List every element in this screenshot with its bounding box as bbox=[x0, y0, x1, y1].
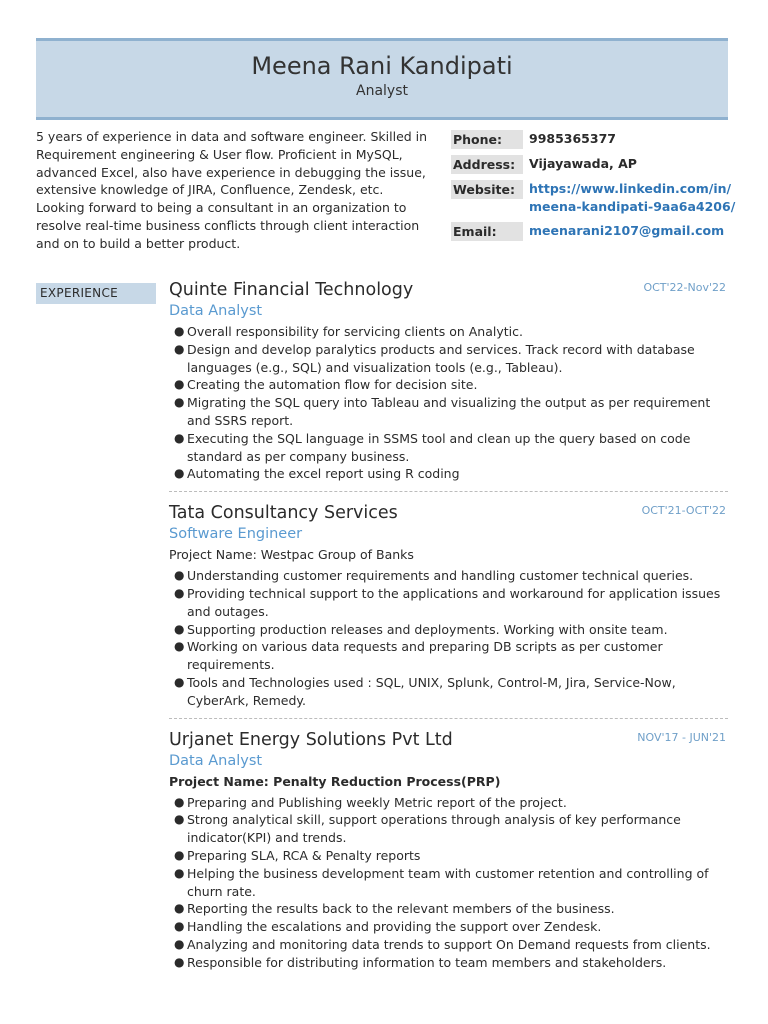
bullet-icon: ● bbox=[174, 466, 185, 481]
responsibility-text: Working on various data requests and preparing DB scripts as per customer requirements. bbox=[187, 639, 663, 673]
job-dates: NOV'17 - JUN'21 bbox=[637, 730, 726, 744]
responsibility-text: Tools and Technologies used : SQL, UNIX, Splunk, Control-M, Jira, Service-Now, CyberArk, Remedy. bbox=[187, 674, 676, 708]
bullet-icon: ● bbox=[174, 936, 185, 951]
summary-paragraph: 5 years of experience in data and software engineer. Skilled in Requirement engineering & User flow. Proficient in MySQL, advanced Excel, also have experience in debugging the issue, extensive knowledge of JIRA, Confluence, Zendesk, etc. Looking forward to being a consultant in an organization to resolve real-time business conflicts through client interaction and on to build a better product. bbox=[36, 129, 428, 251]
bullet-icon: ● bbox=[174, 430, 185, 445]
project-name: Project Name: Westpac Group of Banks bbox=[169, 547, 414, 563]
contact-address-row bbox=[451, 155, 741, 174]
website-link[interactable] bbox=[529, 180, 735, 216]
responsibility-item bbox=[169, 341, 728, 377]
phone-label: Phone: bbox=[451, 130, 523, 149]
job-title: Data Analyst bbox=[169, 752, 263, 769]
responsibility-item bbox=[169, 954, 728, 972]
bullet-icon: ● bbox=[174, 847, 185, 862]
bullet-icon: ● bbox=[174, 865, 185, 880]
email-label: Email: bbox=[451, 222, 523, 241]
job-entry bbox=[169, 502, 728, 709]
company-name: Tata Consultancy Services bbox=[169, 503, 398, 524]
job-entry bbox=[169, 729, 728, 972]
bullet-icon: ● bbox=[174, 901, 185, 916]
job-title: Data Analyst bbox=[169, 303, 263, 319]
responsibility-item bbox=[169, 465, 728, 483]
responsibility-item bbox=[169, 638, 728, 674]
website-link-line1[interactable]: https://www.linkedin.com/in/ bbox=[529, 181, 732, 196]
responsibility-item bbox=[169, 430, 728, 466]
responsibility-list bbox=[169, 567, 728, 709]
responsibility-item bbox=[169, 900, 728, 918]
job-dates: OCT'22-Nov'22 bbox=[643, 281, 726, 294]
responsibility-text: Design and develop paralytics products and services. Track record with database languages (e.g., SQL) and visualization tools (e.g., Tableau). bbox=[187, 341, 695, 375]
bullet-icon: ● bbox=[174, 954, 185, 969]
responsibility-text: Reporting the results back to the relevant members of the business. bbox=[187, 901, 615, 917]
responsibility-text: Helping the business development team with customer retention and controlling of churn rate. bbox=[187, 865, 709, 899]
responsibility-text: Responsible for distributing information to team members and stakeholders. bbox=[187, 954, 667, 970]
company-name: Quinte Financial Technology bbox=[169, 280, 414, 300]
bullet-icon: ● bbox=[174, 812, 185, 827]
responsibility-text: Migrating the SQL query into Tableau and visualizing the output as per requirement and SSRS report. bbox=[187, 395, 711, 428]
responsibility-item bbox=[169, 936, 728, 954]
responsibility-text: Preparing SLA, RCA & Penalty reports bbox=[187, 847, 421, 863]
responsibility-list bbox=[169, 323, 728, 483]
phone-value: 9985365377 bbox=[529, 131, 616, 146]
bullet-icon: ● bbox=[174, 794, 185, 809]
responsibility-item bbox=[169, 567, 728, 585]
contact-website-row bbox=[451, 180, 741, 216]
responsibility-list bbox=[169, 794, 728, 972]
bullet-icon: ● bbox=[174, 674, 185, 689]
website-link-line2[interactable]: meena-kandipati-9aa6a4206/ bbox=[529, 199, 736, 214]
bullet-icon: ● bbox=[174, 585, 185, 600]
company-name: Urjanet Energy Solutions Pvt Ltd bbox=[169, 729, 453, 750]
responsibility-text: Overall responsibility for servicing clients on Analytic. bbox=[187, 324, 523, 339]
candidate-name: Meena Rani Kandipati bbox=[251, 52, 513, 80]
responsibility-item bbox=[169, 621, 728, 639]
bullet-icon: ● bbox=[174, 341, 185, 356]
experience-list bbox=[169, 279, 728, 972]
bullet-icon: ● bbox=[174, 919, 185, 934]
bullet-icon: ● bbox=[174, 639, 185, 654]
bullet-icon: ● bbox=[174, 395, 185, 410]
bullet-icon: ● bbox=[174, 324, 185, 338]
job-title: Software Engineer bbox=[169, 526, 303, 543]
contact-email-row bbox=[451, 222, 741, 241]
job-divider bbox=[169, 491, 728, 492]
experience-section-label: EXPERIENCE bbox=[36, 283, 156, 304]
responsibility-text: Preparing and Publishing weekly Metric report of the project. bbox=[187, 794, 567, 810]
responsibility-text: Understanding customer requirements and handling customer technical queries. bbox=[187, 568, 694, 584]
resume-header bbox=[36, 38, 728, 120]
responsibility-item bbox=[169, 376, 728, 394]
responsibility-text: Handling the escalations and providing the support over Zendesk. bbox=[187, 919, 602, 935]
responsibility-item bbox=[169, 918, 728, 936]
responsibility-item bbox=[169, 394, 728, 430]
bullet-icon: ● bbox=[174, 568, 185, 583]
responsibility-item bbox=[169, 674, 728, 710]
job-divider bbox=[169, 718, 728, 719]
responsibility-text: Supporting production releases and deployments. Working with onsite team. bbox=[187, 621, 668, 637]
address-value: Vijayawada, AP bbox=[529, 156, 637, 171]
responsibility-text: Automating the excel report using R coding bbox=[187, 466, 460, 482]
responsibility-text: Creating the automation flow for decision site. bbox=[187, 377, 478, 393]
responsibility-item bbox=[169, 865, 728, 901]
responsibility-item bbox=[169, 811, 728, 847]
responsibility-text: Executing the SQL language in SSMS tool and clean up the query based on code standard as per company business. bbox=[187, 430, 691, 464]
bullet-icon: ● bbox=[174, 377, 185, 392]
website-label: Website: bbox=[451, 180, 523, 199]
responsibility-item bbox=[169, 585, 728, 621]
contact-block bbox=[451, 130, 741, 247]
bullet-icon: ● bbox=[174, 621, 185, 636]
responsibility-item bbox=[169, 794, 728, 812]
responsibility-text: Strong analytical skill, support operations through analysis of key performance indicator(KPI) and trends. bbox=[187, 812, 681, 846]
job-entry bbox=[169, 279, 728, 483]
contact-phone-row bbox=[451, 130, 741, 149]
project-name: Project Name: Penalty Reduction Process(PRP) bbox=[169, 773, 501, 789]
responsibility-text: Analyzing and monitoring data trends to support On Demand requests from clients. bbox=[187, 936, 711, 952]
address-label: Address: bbox=[451, 155, 523, 174]
email-link[interactable]: meenarani2107@gmail.com bbox=[529, 223, 725, 238]
job-dates: OCT'21-OCT'22 bbox=[641, 504, 726, 518]
responsibility-text: Providing technical support to the applications and workaround for application issues and outages. bbox=[187, 585, 721, 619]
responsibility-item bbox=[169, 323, 728, 341]
responsibility-item bbox=[169, 847, 728, 865]
candidate-role: Analyst bbox=[356, 83, 408, 99]
